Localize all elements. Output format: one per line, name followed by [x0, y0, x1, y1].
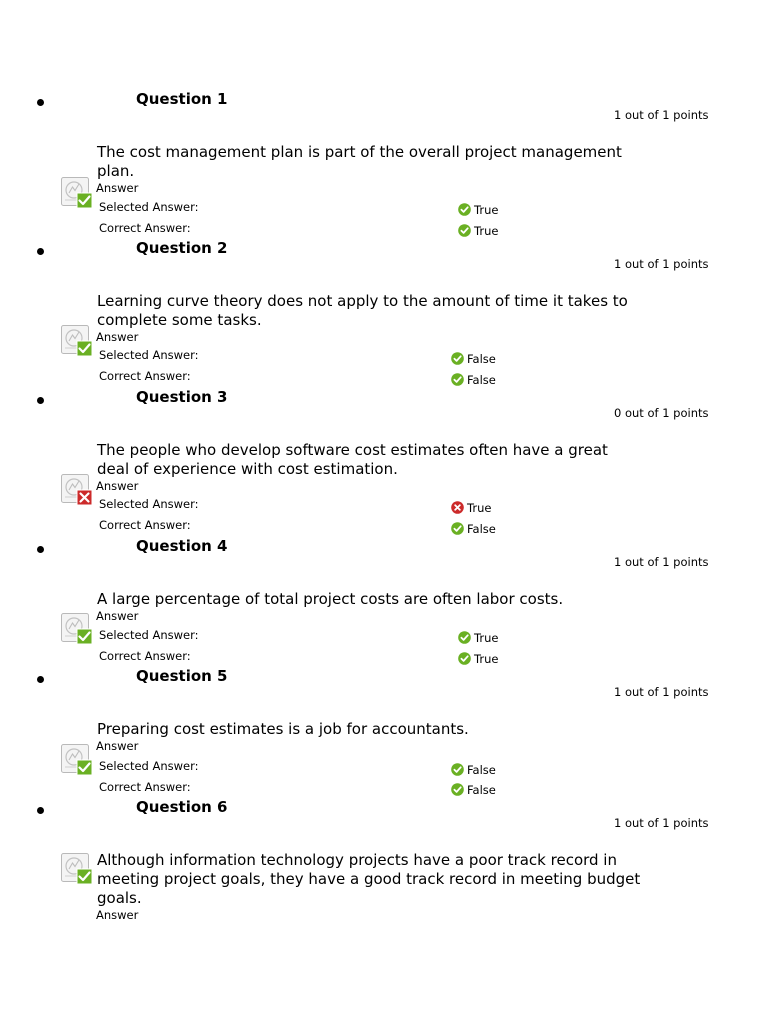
cross-icon	[451, 501, 464, 514]
bullet	[37, 807, 44, 814]
question-title: Question 2	[136, 239, 228, 257]
bullet	[37, 99, 44, 106]
check-icon	[458, 224, 471, 237]
question-text: The cost management plan is part of the overall project management plan.	[97, 143, 622, 180]
correct-status-icon	[60, 324, 94, 358]
question-title: Question 3	[136, 388, 228, 406]
question-points: 1 out of 1 points	[614, 685, 709, 699]
question-title: Question 1	[136, 90, 228, 108]
answer-label: Answer	[96, 739, 139, 753]
correct-status-icon	[60, 852, 94, 886]
question-points: 1 out of 1 points	[614, 555, 709, 569]
question-title: Question 6	[136, 798, 228, 816]
correct-answer-value: True	[458, 651, 498, 665]
question-points: 1 out of 1 points	[614, 816, 709, 830]
correct-answer-value: True	[458, 223, 498, 237]
bullet	[37, 248, 44, 255]
correct-answer-label: Correct Answer:	[99, 369, 191, 383]
correct-answer-label: Correct Answer:	[99, 649, 191, 663]
check-icon	[458, 203, 471, 216]
correct-answer-value: False	[451, 372, 496, 386]
selected-answer-value: True	[451, 500, 491, 514]
check-icon	[458, 652, 471, 665]
answer-label: Answer	[96, 181, 139, 195]
correct-status-icon	[60, 743, 94, 777]
question-title: Question 4	[136, 537, 228, 555]
selected-answer-label: Selected Answer:	[99, 759, 199, 773]
question-text: The people who develop software cost estimates often have a great deal of experience with cost estimation.	[97, 441, 608, 478]
selected-answer-label: Selected Answer:	[99, 497, 199, 511]
question-text: A large percentage of total project costs are often labor costs.	[97, 590, 564, 608]
check-icon	[451, 783, 464, 796]
check-icon	[451, 522, 464, 535]
question-text: Learning curve theory does not apply to the amount of time it takes to complete some tasks.	[97, 292, 628, 329]
correct-status-icon	[60, 176, 94, 210]
selected-answer-label: Selected Answer:	[99, 348, 199, 362]
selected-answer-value: False	[451, 351, 496, 365]
correct-answer-label: Correct Answer:	[99, 780, 191, 794]
correct-answer-label: Correct Answer:	[99, 221, 191, 235]
answer-label: Answer	[96, 479, 139, 493]
question-points: 1 out of 1 points	[614, 108, 709, 122]
selected-answer-value: True	[458, 202, 498, 216]
answer-label: Answer	[96, 609, 139, 623]
correct-answer-label: Correct Answer:	[99, 518, 191, 532]
answer-label: Answer	[96, 330, 139, 344]
question-points: 0 out of 1 points	[614, 406, 709, 420]
selected-answer-value: False	[451, 762, 496, 776]
correct-status-icon	[60, 612, 94, 646]
bullet	[37, 546, 44, 553]
check-icon	[451, 763, 464, 776]
check-icon	[458, 631, 471, 644]
check-icon	[451, 352, 464, 365]
selected-answer-label: Selected Answer:	[99, 200, 199, 214]
question-text: Although information technology projects have a poor track record in meeting project goals, they have a good track record in meeting budget goals.	[97, 851, 641, 907]
bullet	[37, 397, 44, 404]
question-title: Question 5	[136, 667, 228, 685]
correct-answer-value: False	[451, 782, 496, 796]
bullet	[37, 676, 44, 683]
correct-answer-value: False	[451, 521, 496, 535]
check-icon	[451, 373, 464, 386]
question-text: Preparing cost estimates is a job for accountants.	[97, 720, 469, 738]
answer-label: Answer	[96, 908, 139, 922]
selected-answer-label: Selected Answer:	[99, 628, 199, 642]
selected-answer-value: True	[458, 630, 498, 644]
question-points: 1 out of 1 points	[614, 257, 709, 271]
incorrect-status-icon	[60, 473, 94, 507]
